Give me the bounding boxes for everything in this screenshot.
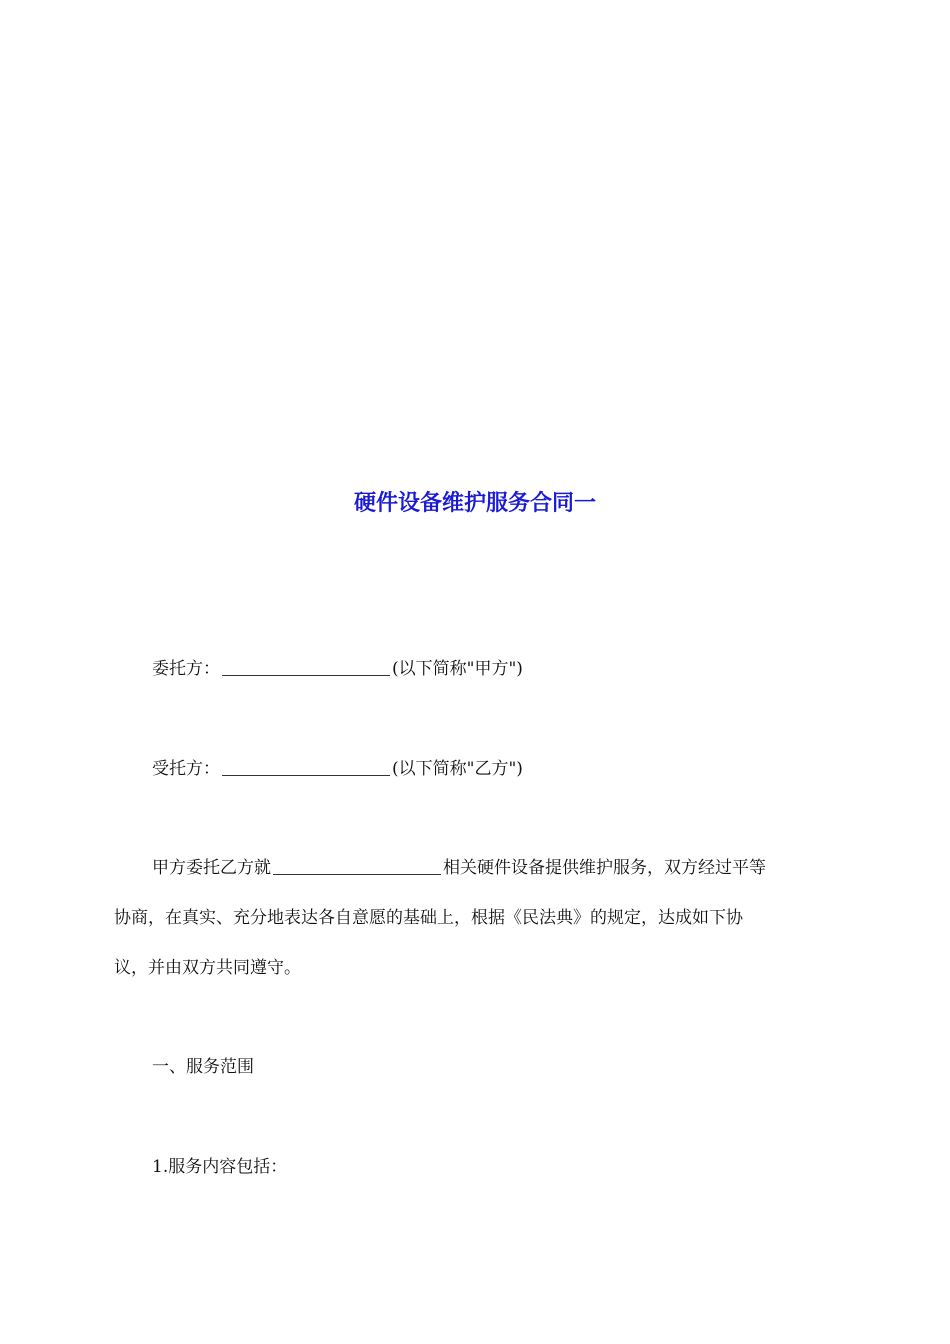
- intro-text-line2: 协商，在真实、充分地表达各自意愿的基础上，根据《民法典》的规定，达成如下协: [114, 908, 743, 928]
- provider-line: [152, 755, 523, 783]
- client-label: 委托方：: [152, 659, 220, 679]
- client-blank: [222, 659, 390, 676]
- client-line: [152, 655, 523, 683]
- intro-blank: [273, 858, 441, 875]
- provider-label: 受托方：: [152, 759, 220, 779]
- intro-text-line3: 议，并由双方共同遵守。: [114, 958, 301, 978]
- document-title: 硬件设备维护服务合同一: [353, 491, 596, 516]
- intro-paragraph: [114, 843, 844, 993]
- intro-text-part1: 甲方委托乙方就: [152, 858, 271, 878]
- list-item: 1.服务内容包括：: [152, 1157, 288, 1177]
- intro-text-part2: 相关硬件设备提供维护服务，双方经过平等: [443, 858, 766, 878]
- provider-blank: [222, 759, 390, 776]
- section-heading: 一、服务范围: [152, 1057, 254, 1077]
- provider-suffix: (以下简称"乙方"): [392, 759, 523, 779]
- client-suffix: (以下简称"甲方"): [392, 659, 523, 679]
